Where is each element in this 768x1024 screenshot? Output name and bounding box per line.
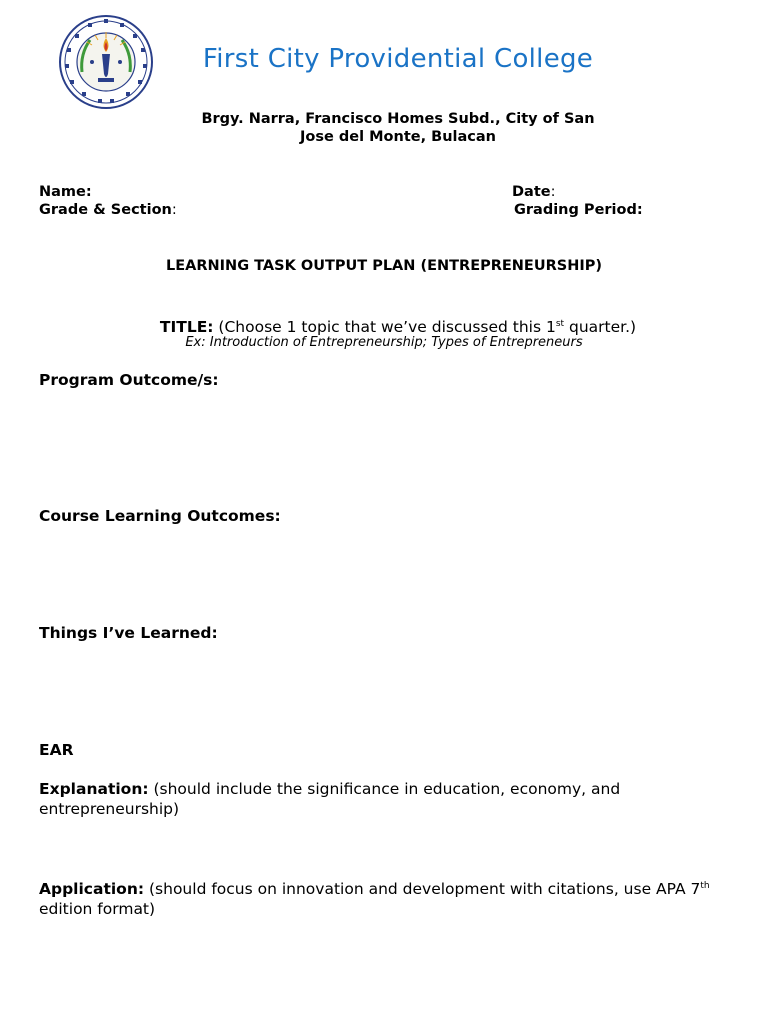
explanation-paragraph	[39, 779, 739, 819]
college-address: Brgy. Narra, Francisco Homes Subd., City of San Jose del Monte, Bulacan	[201, 111, 595, 145]
title-instruction-sup: st	[555, 319, 565, 329]
ear-heading: EAR	[39, 741, 74, 759]
title-instruction-prefix: (Choose 1 topic that we’ve discussed this 1	[213, 318, 556, 336]
application-text-suffix: edition format)	[39, 900, 156, 918]
date-field-label	[512, 183, 555, 201]
college-seal-icon	[58, 14, 154, 110]
grading-period-label: Grading Period:	[514, 202, 643, 218]
title-example: Ex: Introduction of Entrepreneurship; Types of Entrepreneurs	[185, 335, 583, 350]
college-name: First City Providential College	[202, 44, 594, 74]
application-text-sup: th	[700, 881, 710, 891]
application-label: Application:	[39, 880, 145, 898]
grade-section-field-label	[39, 201, 177, 219]
title-label: TITLE:	[159, 318, 214, 336]
grading-period-field-label	[514, 201, 643, 219]
name-label: Name:	[39, 184, 92, 200]
program-outcomes-heading: Program Outcome/s:	[39, 371, 219, 389]
application-paragraph	[39, 876, 739, 919]
application-text-prefix: (should focus on innovation and development with citations, use APA 7	[144, 880, 701, 898]
date-colon: :	[550, 184, 556, 200]
college-logo-seal	[58, 14, 154, 110]
name-field-label	[39, 183, 92, 201]
explanation-text: (should include the significance in education, economy, and entrepreneurship)	[39, 780, 621, 818]
title-instruction	[0, 314, 768, 337]
title-instruction-suffix: quarter.)	[564, 318, 637, 336]
grade-section-colon: :	[171, 202, 177, 218]
explanation-label: Explanation:	[39, 780, 149, 798]
course-learning-outcomes-heading: Course Learning Outcomes:	[39, 507, 281, 525]
main-heading: LEARNING TASK OUTPUT PLAN (ENTREPRENEURSHIP)	[166, 258, 602, 274]
things-learned-heading: Things I’ve Learned:	[39, 624, 218, 642]
date-label: Date	[512, 184, 551, 200]
grade-section-label: Grade & Section	[39, 202, 172, 218]
